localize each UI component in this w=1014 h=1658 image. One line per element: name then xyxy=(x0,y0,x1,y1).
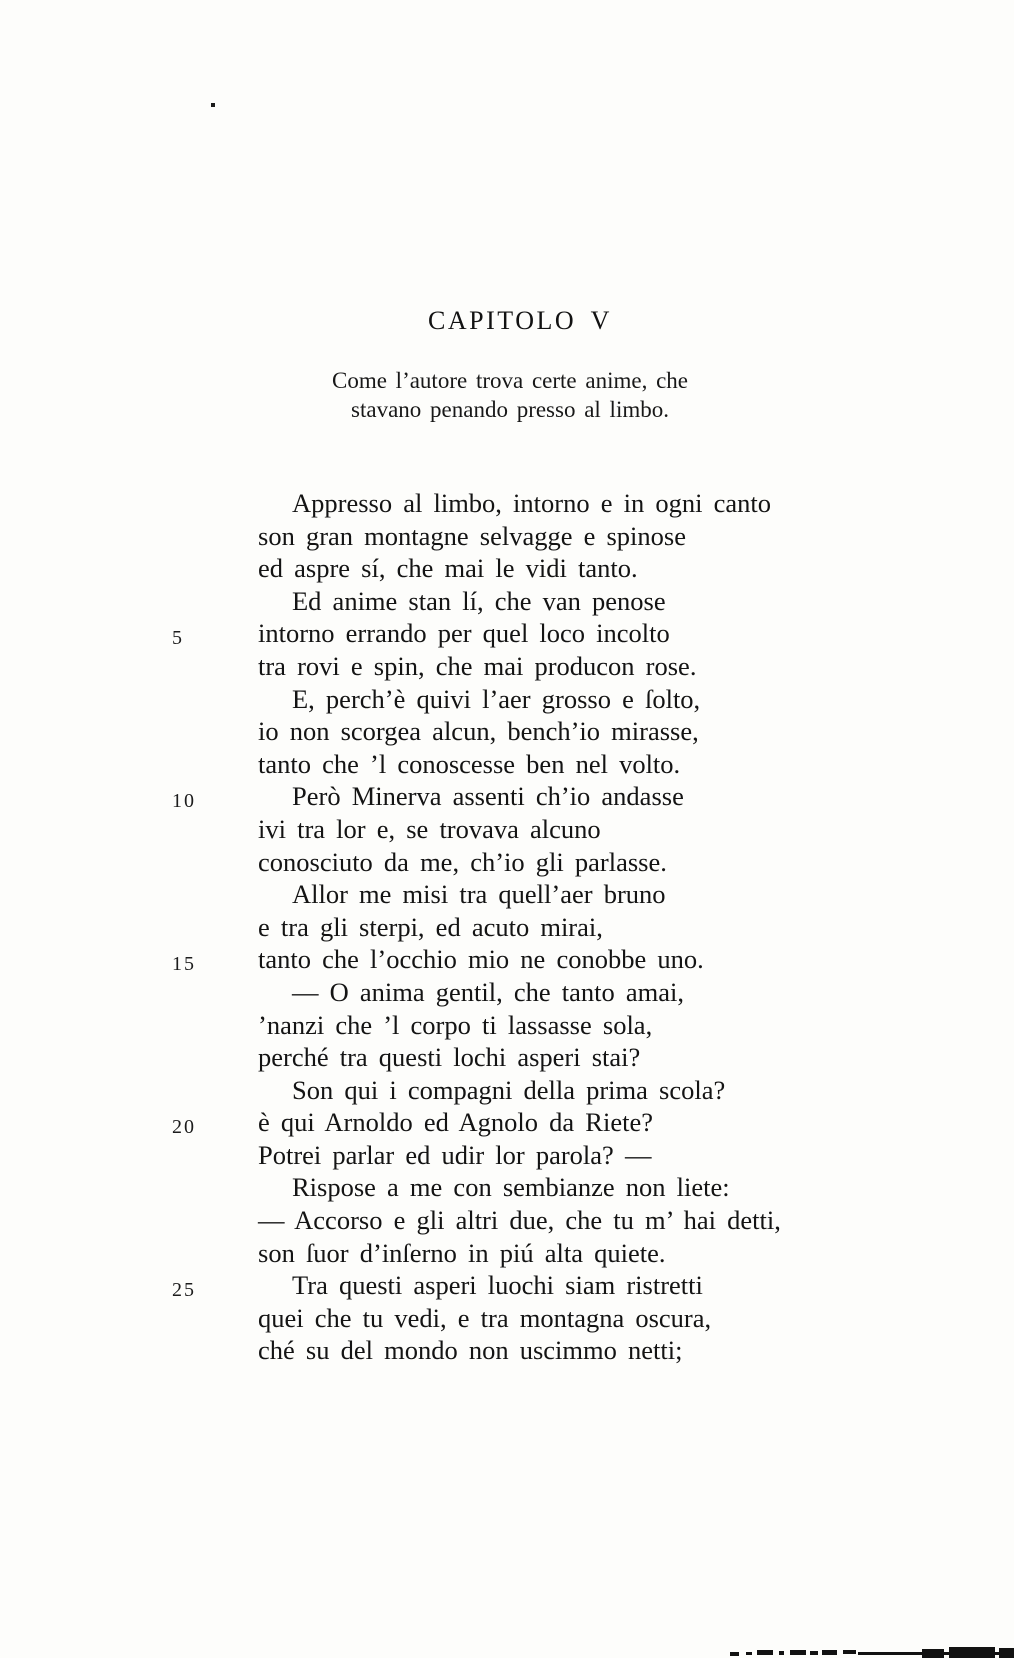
poem-line xyxy=(258,1237,898,1270)
poem-line xyxy=(258,1041,898,1074)
poem-line-text: — O anima gentil, che tanto amai, xyxy=(292,976,684,1007)
poem-line-text: Son qui i compagni della prima scola? xyxy=(292,1074,726,1105)
poem-line xyxy=(258,1204,898,1237)
poem-line-text: ivi tra lor e, se trovava alcuno xyxy=(258,813,601,844)
line-number: 5 xyxy=(172,627,184,650)
poem-line xyxy=(258,1302,898,1335)
chapter-title: CAPITOLO V xyxy=(428,306,612,335)
poem-line-text: tanto che ’l conoscesse ben nel volto. xyxy=(258,748,681,779)
poem-line xyxy=(258,552,898,585)
poem-line-text: E, perch’è quivi l’aer grosso e ſolto, xyxy=(292,683,701,714)
poem-line xyxy=(258,1334,898,1367)
poem-line-text: quei che tu vedi, e tra montagna oscura, xyxy=(258,1302,712,1333)
line-number: 25 xyxy=(172,1279,196,1302)
line-number: 20 xyxy=(172,1116,196,1139)
poem-line-text: ’nanzi che ’l corpo ti lassasse sola, xyxy=(258,1009,653,1040)
poem-line xyxy=(172,1106,898,1139)
poem-line xyxy=(258,911,898,944)
poem-line-text: ed aspre sí, che mai le vidi tanto. xyxy=(258,553,638,584)
poem-line xyxy=(172,943,898,976)
poem-line xyxy=(258,976,898,1009)
poem-line-text: son ſuor d’inſerno in piú alta quiete. xyxy=(258,1237,666,1268)
poem-line-text: Allor me misi tra quell’aer bruno xyxy=(292,879,666,910)
poem-line-text: Però Minerva assenti ch’io andasse xyxy=(292,781,684,812)
poem-line xyxy=(172,780,898,813)
poem-body xyxy=(172,487,898,1367)
poem-line-text: Ed anime stan lí, che van penose xyxy=(292,585,666,616)
poem-line-text: io non scorgea alcun, bench’io mirasse, xyxy=(258,716,699,747)
poem-line-text: Appresso al limbo, intorno e in ogni canto xyxy=(292,488,771,518)
poem-line-text: tra rovi e spin, che mai producon rose. xyxy=(258,650,697,681)
poem-line-text: intorno errando per quel loco incolto xyxy=(258,618,670,649)
chapter-subtitle-line1: Come l’autore trova certe anime, che xyxy=(331,368,688,393)
poem-line-text: conosciuto da me, ch’io gli parlasse. xyxy=(258,846,667,877)
poem-line-text: ché su del mondo non uscimmo netti; xyxy=(258,1335,683,1366)
poem-line xyxy=(258,846,898,879)
poem-line-text: Rispose a me con sembianze non liete: xyxy=(292,1172,730,1203)
line-number: 10 xyxy=(172,790,196,813)
poem-line xyxy=(258,650,898,683)
chapter-subtitle-line2: stavano penando presso al limbo. xyxy=(351,397,669,422)
poem-line xyxy=(172,1269,898,1302)
poem-line xyxy=(172,617,898,650)
poem-line-text: Tra questi asperi luochi siam ristretti xyxy=(292,1270,703,1301)
poem-line xyxy=(258,520,898,553)
poem-line xyxy=(258,487,898,520)
poem-line-text: perché tra questi lochi asperi stai? xyxy=(258,1042,641,1073)
scan-speck-artifact xyxy=(211,103,215,107)
poem-line xyxy=(258,585,898,618)
poem-line-text: son gran montagne selvagge e spinose xyxy=(258,520,686,551)
poem-line xyxy=(258,1171,898,1204)
poem-line-text: è qui Arnoldo ed Agnolo da Riete? xyxy=(258,1107,653,1138)
poem-line xyxy=(258,715,898,748)
poem-line xyxy=(258,878,898,911)
poem-line-text: Potrei parlar ed udir lor parola? — xyxy=(258,1139,652,1170)
poem-line xyxy=(258,1139,898,1172)
line-number: 15 xyxy=(172,953,196,976)
poem-line xyxy=(258,1074,898,1107)
poem-line xyxy=(258,683,898,716)
poem-line-text: e tra gli sterpi, ed acuto mirai, xyxy=(258,911,603,942)
poem-line xyxy=(258,1009,898,1042)
poem-line-text: — Accorso e gli altri due, che tu m’ hai detti, xyxy=(258,1205,781,1236)
chapter-subtitle xyxy=(160,366,860,424)
poem-line xyxy=(258,748,898,781)
poem-line xyxy=(258,813,898,846)
poem-line-text: tanto che l’occhio mio ne conobbe uno. xyxy=(258,944,704,975)
